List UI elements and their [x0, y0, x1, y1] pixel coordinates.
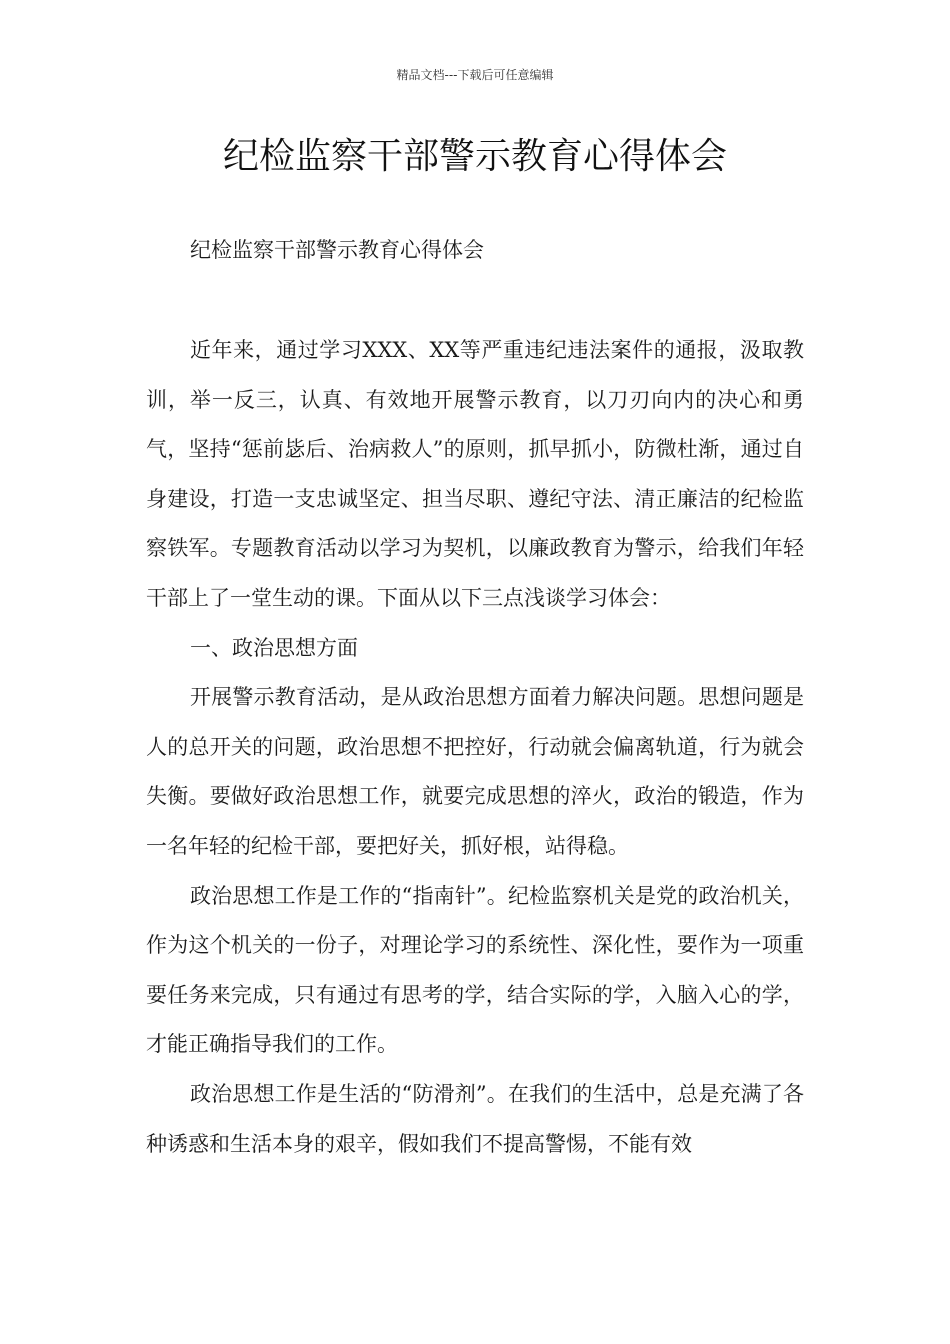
paragraph-compass: 政治思想工作是工作的“指南针”。纪检监察机关是党的政治机关，作为这个机关的一份子，对理论学习的系统性、深化性，要作为一项重要任务来完成，只有通过有思考的学，结合实际的学，入脑入心的学，才能正确指导我们的工作。 [146, 883, 804, 1057]
document-subtitle: 纪检监察干部警示教育心得体会 [190, 238, 484, 262]
paragraph-intro: 近年来，通过学习XXX、XX等严重违纪违法案件的通报，汲取教训，举一反三，认真、有效地开展警示教育，以刀刃向内的决心和勇气，坚持“惩前毖后、治病救人”的原则，抓早抓小，防微杜渐，通过自身建设，打造一支忠诚坚定、担当尽职、遵纪守法、清正廉洁的纪检监察铁军。专题教育活动以学习为契机，以廉政教育为警示，给我们年轻干部上了一堂生动的课。下面从以下三点浅谈学习体会： [146, 338, 804, 610]
document-title: 纪检监察干部警示教育心得体会 [222, 136, 727, 177]
document-body [146, 326, 804, 1169]
header-note: 精品文档---下载后可任意编辑 [396, 68, 554, 82]
paragraph-political-thought: 开展警示教育活动，是从政治思想方面着力解决问题。思想问题是人的总开关的问题，政治思想不把控好，行动就会偏离轨道，行为就会失衡。要做好政治思想工作，就要完成思想的淬火，政治的锻造，作为一名年轻的纪检干部，要把好关，抓好根，站得稳。 [146, 685, 804, 858]
paragraph-anti-slip: 政治思想工作是生活的“防滑剂”。在我们的生活中，总是充满了各种诱惑和生活本身的艰辛，假如我们不提高警惕，不能有效 [146, 1081, 804, 1156]
section-heading: 一、政治思想方面 [190, 635, 358, 660]
